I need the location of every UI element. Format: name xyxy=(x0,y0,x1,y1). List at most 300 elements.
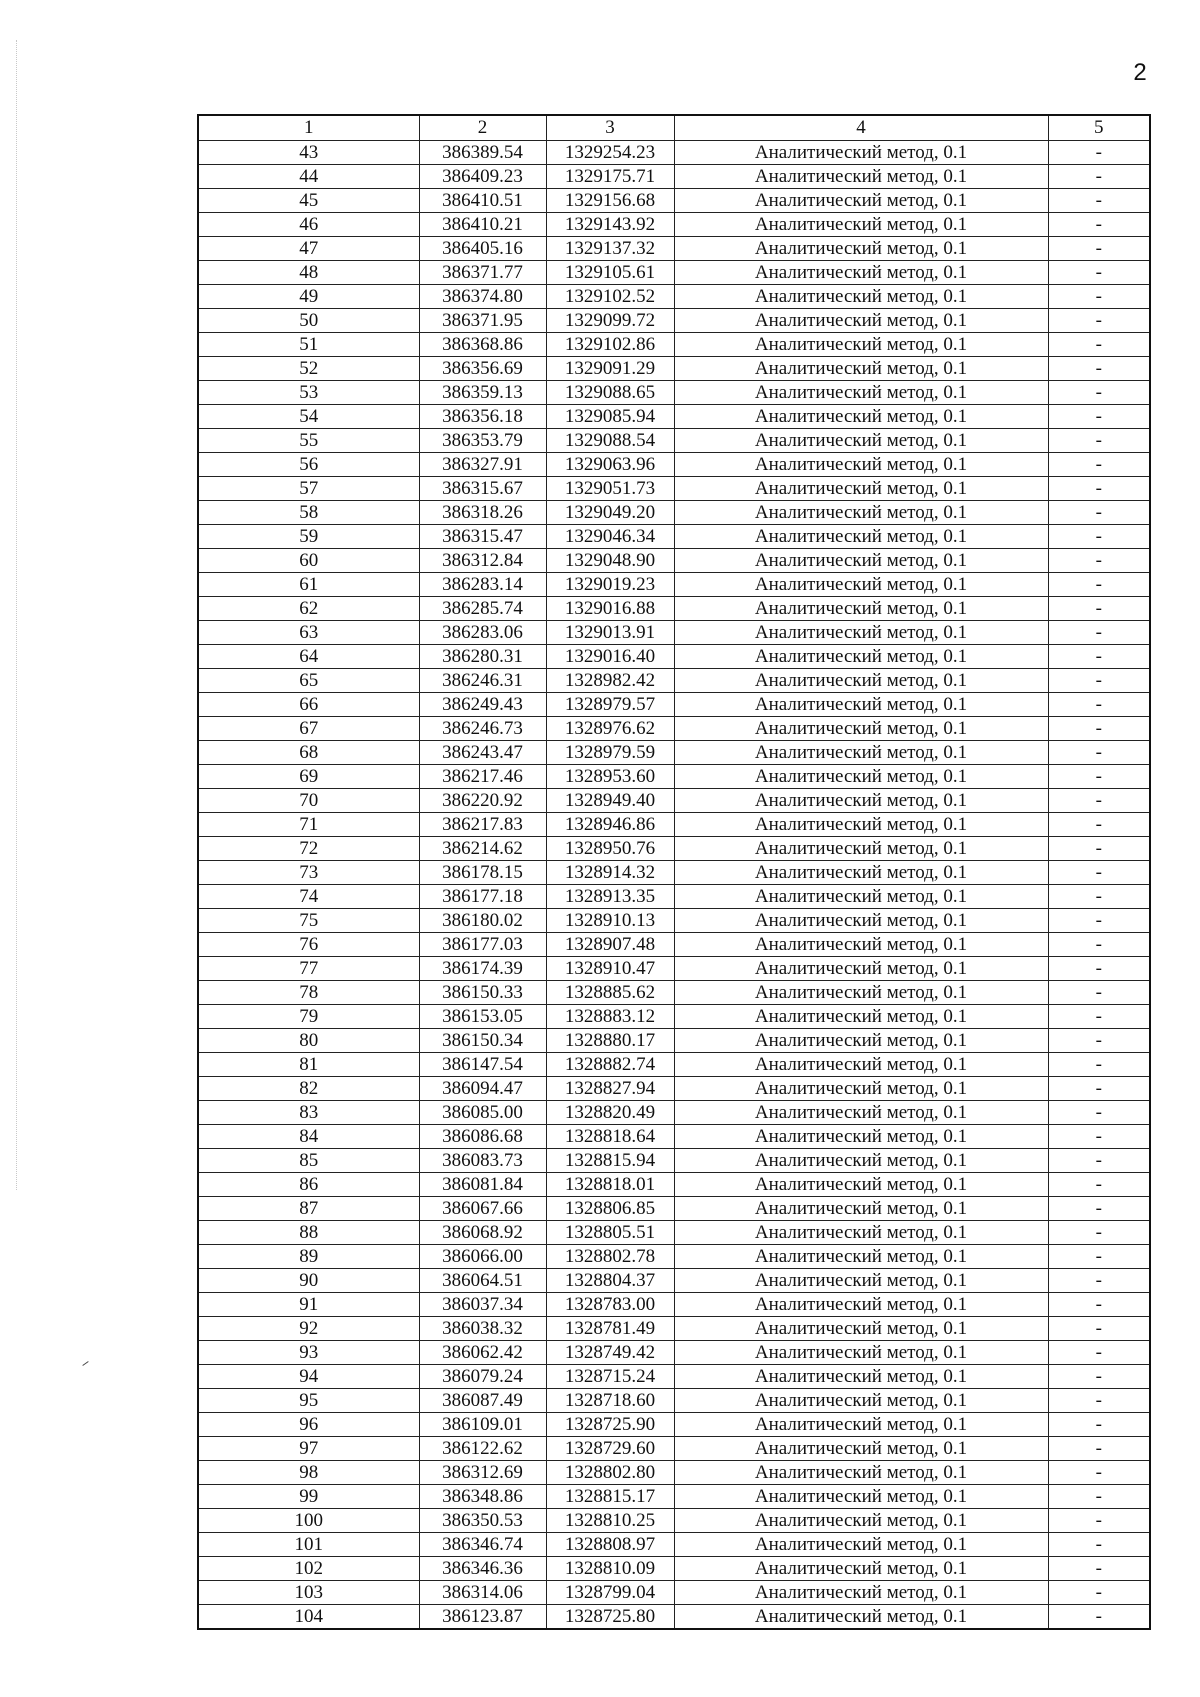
cell-x: 386371.77 xyxy=(419,261,546,285)
cell-point-number: 77 xyxy=(198,957,419,981)
table-row xyxy=(198,501,1150,525)
cell-description: - xyxy=(1048,525,1150,549)
cell-x: 386280.31 xyxy=(419,645,546,669)
cell-y: 1328950.76 xyxy=(546,837,674,861)
cell-description: - xyxy=(1048,1221,1150,1245)
cell-x: 386177.03 xyxy=(419,933,546,957)
scan-margin-line xyxy=(16,40,17,1190)
cell-point-number: 61 xyxy=(198,573,419,597)
table-row xyxy=(198,1197,1150,1221)
cell-description: - xyxy=(1048,789,1150,813)
cell-description: - xyxy=(1048,717,1150,741)
cell-point-number: 103 xyxy=(198,1581,419,1605)
cell-point-number: 78 xyxy=(198,981,419,1005)
cell-description: - xyxy=(1048,237,1150,261)
cell-y: 1329105.61 xyxy=(546,261,674,285)
cell-method: Аналитический метод, 0.1 xyxy=(674,933,1048,957)
cell-x: 386083.73 xyxy=(419,1149,546,1173)
table-row xyxy=(198,1557,1150,1581)
cell-description: - xyxy=(1048,1413,1150,1437)
table-row xyxy=(198,165,1150,189)
table-row xyxy=(198,1533,1150,1557)
cell-y: 1328804.37 xyxy=(546,1269,674,1293)
cell-x: 386318.26 xyxy=(419,501,546,525)
cell-point-number: 62 xyxy=(198,597,419,621)
table-row xyxy=(198,1581,1150,1605)
cell-method: Аналитический метод, 0.1 xyxy=(674,1605,1048,1630)
cell-x: 386374.80 xyxy=(419,285,546,309)
cell-method: Аналитический метод, 0.1 xyxy=(674,477,1048,501)
cell-description: - xyxy=(1048,309,1150,333)
cell-description: - xyxy=(1048,405,1150,429)
table-row xyxy=(198,1005,1150,1029)
cell-method: Аналитический метод, 0.1 xyxy=(674,573,1048,597)
table-row xyxy=(198,1101,1150,1125)
cell-x: 386220.92 xyxy=(419,789,546,813)
cell-method: Аналитический метод, 0.1 xyxy=(674,333,1048,357)
cell-point-number: 71 xyxy=(198,813,419,837)
table-row xyxy=(198,453,1150,477)
cell-description: - xyxy=(1048,1437,1150,1461)
cell-y: 1328914.32 xyxy=(546,861,674,885)
cell-x: 386346.74 xyxy=(419,1533,546,1557)
cell-point-number: 101 xyxy=(198,1533,419,1557)
cell-y: 1328913.35 xyxy=(546,885,674,909)
cell-description: - xyxy=(1048,1389,1150,1413)
cell-description: - xyxy=(1048,1317,1150,1341)
table-row xyxy=(198,1461,1150,1485)
cell-description: - xyxy=(1048,1365,1150,1389)
cell-method: Аналитический метод, 0.1 xyxy=(674,165,1048,189)
cell-x: 386315.47 xyxy=(419,525,546,549)
cell-description: - xyxy=(1048,645,1150,669)
cell-description: - xyxy=(1048,1197,1150,1221)
cell-x: 386315.67 xyxy=(419,477,546,501)
cell-x: 386243.47 xyxy=(419,741,546,765)
cell-method: Аналитический метод, 0.1 xyxy=(674,693,1048,717)
cell-method: Аналитический метод, 0.1 xyxy=(674,1173,1048,1197)
table-row xyxy=(198,1053,1150,1077)
cell-point-number: 60 xyxy=(198,549,419,573)
cell-point-number: 76 xyxy=(198,933,419,957)
cell-y: 1329175.71 xyxy=(546,165,674,189)
cell-point-number: 96 xyxy=(198,1413,419,1437)
cell-point-number: 88 xyxy=(198,1221,419,1245)
cell-description: - xyxy=(1048,357,1150,381)
table-row xyxy=(198,261,1150,285)
table-row xyxy=(198,549,1150,573)
cell-point-number: 54 xyxy=(198,405,419,429)
cell-x: 386081.84 xyxy=(419,1173,546,1197)
cell-y: 1328749.42 xyxy=(546,1341,674,1365)
table-row xyxy=(198,1341,1150,1365)
column-header-x: 2 xyxy=(419,115,546,141)
table-header xyxy=(198,115,1150,141)
table-row xyxy=(198,909,1150,933)
cell-method: Аналитический метод, 0.1 xyxy=(674,1461,1048,1485)
cell-y: 1328810.25 xyxy=(546,1509,674,1533)
table-row xyxy=(198,405,1150,429)
cell-description: - xyxy=(1048,837,1150,861)
cell-method: Аналитический метод, 0.1 xyxy=(674,885,1048,909)
cell-y: 1328820.49 xyxy=(546,1101,674,1125)
cell-y: 1329085.94 xyxy=(546,405,674,429)
cell-x: 386359.13 xyxy=(419,381,546,405)
cell-x: 386246.31 xyxy=(419,669,546,693)
cell-method: Аналитический метод, 0.1 xyxy=(674,669,1048,693)
cell-x: 386150.33 xyxy=(419,981,546,1005)
cell-point-number: 79 xyxy=(198,1005,419,1029)
cell-method: Аналитический метод, 0.1 xyxy=(674,405,1048,429)
cell-description: - xyxy=(1048,477,1150,501)
cell-description: - xyxy=(1048,165,1150,189)
cell-y: 1328802.80 xyxy=(546,1461,674,1485)
cell-y: 1328808.97 xyxy=(546,1533,674,1557)
cell-point-number: 87 xyxy=(198,1197,419,1221)
cell-point-number: 59 xyxy=(198,525,419,549)
cell-method: Аналитический метод, 0.1 xyxy=(674,1125,1048,1149)
table-row xyxy=(198,1173,1150,1197)
cell-method: Аналитический метод, 0.1 xyxy=(674,981,1048,1005)
cell-method: Аналитический метод, 0.1 xyxy=(674,741,1048,765)
cell-x: 386068.92 xyxy=(419,1221,546,1245)
table-row xyxy=(198,1605,1150,1630)
cell-x: 386153.05 xyxy=(419,1005,546,1029)
cell-point-number: 83 xyxy=(198,1101,419,1125)
table-row xyxy=(198,1221,1150,1245)
cell-method: Аналитический метод, 0.1 xyxy=(674,1533,1048,1557)
cell-method: Аналитический метод, 0.1 xyxy=(674,1149,1048,1173)
table-row xyxy=(198,1485,1150,1509)
cell-point-number: 58 xyxy=(198,501,419,525)
cell-x: 386350.53 xyxy=(419,1509,546,1533)
table-row xyxy=(198,789,1150,813)
column-header-description: 5 xyxy=(1048,115,1150,141)
cell-x: 386410.21 xyxy=(419,213,546,237)
cell-x: 386285.74 xyxy=(419,597,546,621)
cell-point-number: 43 xyxy=(198,141,419,165)
cell-method: Аналитический метод, 0.1 xyxy=(674,1557,1048,1581)
cell-point-number: 94 xyxy=(198,1365,419,1389)
cell-y: 1328882.74 xyxy=(546,1053,674,1077)
table-row xyxy=(198,741,1150,765)
cell-description: - xyxy=(1048,1557,1150,1581)
cell-x: 386389.54 xyxy=(419,141,546,165)
table-row xyxy=(198,669,1150,693)
table-row xyxy=(198,1389,1150,1413)
cell-y: 1328715.24 xyxy=(546,1365,674,1389)
table-row xyxy=(198,765,1150,789)
cell-method: Аналитический метод, 0.1 xyxy=(674,1365,1048,1389)
cell-point-number: 70 xyxy=(198,789,419,813)
cell-x: 386312.69 xyxy=(419,1461,546,1485)
cell-point-number: 67 xyxy=(198,717,419,741)
table-row xyxy=(198,837,1150,861)
cell-point-number: 97 xyxy=(198,1437,419,1461)
cell-description: - xyxy=(1048,213,1150,237)
table-row xyxy=(198,477,1150,501)
cell-y: 1329016.88 xyxy=(546,597,674,621)
cell-y: 1328818.01 xyxy=(546,1173,674,1197)
cell-y: 1328799.04 xyxy=(546,1581,674,1605)
cell-x: 386038.32 xyxy=(419,1317,546,1341)
cell-x: 386085.00 xyxy=(419,1101,546,1125)
cell-point-number: 75 xyxy=(198,909,419,933)
cell-y: 1328883.12 xyxy=(546,1005,674,1029)
cell-method: Аналитический метод, 0.1 xyxy=(674,1413,1048,1437)
table-row xyxy=(198,717,1150,741)
cell-description: - xyxy=(1048,765,1150,789)
cell-point-number: 49 xyxy=(198,285,419,309)
cell-x: 386177.18 xyxy=(419,885,546,909)
cell-method: Аналитический метод, 0.1 xyxy=(674,1077,1048,1101)
cell-y: 1328805.51 xyxy=(546,1221,674,1245)
cell-method: Аналитический метод, 0.1 xyxy=(674,1509,1048,1533)
cell-y: 1328880.17 xyxy=(546,1029,674,1053)
cell-description: - xyxy=(1048,453,1150,477)
cell-y: 1329016.40 xyxy=(546,645,674,669)
cell-x: 386066.00 xyxy=(419,1245,546,1269)
cell-method: Аналитический метод, 0.1 xyxy=(674,645,1048,669)
table-row xyxy=(198,1293,1150,1317)
cell-point-number: 68 xyxy=(198,741,419,765)
cell-point-number: 98 xyxy=(198,1461,419,1485)
cell-x: 386037.34 xyxy=(419,1293,546,1317)
table-row xyxy=(198,981,1150,1005)
table-row xyxy=(198,1413,1150,1437)
cell-y: 1328949.40 xyxy=(546,789,674,813)
cell-x: 386356.69 xyxy=(419,357,546,381)
cell-description: - xyxy=(1048,957,1150,981)
table-row xyxy=(198,1029,1150,1053)
cell-point-number: 84 xyxy=(198,1125,419,1149)
cell-description: - xyxy=(1048,573,1150,597)
cell-description: - xyxy=(1048,1509,1150,1533)
table-row xyxy=(198,309,1150,333)
cell-description: - xyxy=(1048,1605,1150,1630)
table-row xyxy=(198,213,1150,237)
table-row xyxy=(198,1269,1150,1293)
cell-method: Аналитический метод, 0.1 xyxy=(674,357,1048,381)
cell-y: 1328907.48 xyxy=(546,933,674,957)
cell-y: 1328979.57 xyxy=(546,693,674,717)
cell-point-number: 102 xyxy=(198,1557,419,1581)
cell-description: - xyxy=(1048,1533,1150,1557)
cell-y: 1328806.85 xyxy=(546,1197,674,1221)
cell-method: Аналитический метод, 0.1 xyxy=(674,1485,1048,1509)
cell-point-number: 56 xyxy=(198,453,419,477)
cell-method: Аналитический метод, 0.1 xyxy=(674,1245,1048,1269)
cell-point-number: 74 xyxy=(198,885,419,909)
cell-description: - xyxy=(1048,261,1150,285)
cell-point-number: 82 xyxy=(198,1077,419,1101)
cell-method: Аналитический метод, 0.1 xyxy=(674,189,1048,213)
cell-point-number: 92 xyxy=(198,1317,419,1341)
cell-point-number: 53 xyxy=(198,381,419,405)
table-row xyxy=(198,885,1150,909)
cell-description: - xyxy=(1048,501,1150,525)
cell-description: - xyxy=(1048,1125,1150,1149)
cell-description: - xyxy=(1048,1245,1150,1269)
cell-method: Аналитический метод, 0.1 xyxy=(674,1293,1048,1317)
cell-method: Аналитический метод, 0.1 xyxy=(674,1101,1048,1125)
cell-method: Аналитический метод, 0.1 xyxy=(674,213,1048,237)
cell-point-number: 72 xyxy=(198,837,419,861)
cell-description: - xyxy=(1048,1341,1150,1365)
cell-description: - xyxy=(1048,885,1150,909)
cell-description: - xyxy=(1048,621,1150,645)
cell-method: Аналитический метод, 0.1 xyxy=(674,237,1048,261)
cell-method: Аналитический метод, 0.1 xyxy=(674,1029,1048,1053)
table-row xyxy=(198,357,1150,381)
cell-method: Аналитический метод, 0.1 xyxy=(674,501,1048,525)
coordinates-table xyxy=(197,114,1151,1630)
cell-y: 1329049.20 xyxy=(546,501,674,525)
cell-description: - xyxy=(1048,1581,1150,1605)
cell-x: 386174.39 xyxy=(419,957,546,981)
cell-y: 1328725.90 xyxy=(546,1413,674,1437)
cell-x: 386147.54 xyxy=(419,1053,546,1077)
cell-method: Аналитический метод, 0.1 xyxy=(674,1389,1048,1413)
cell-y: 1329102.86 xyxy=(546,333,674,357)
cell-point-number: 91 xyxy=(198,1293,419,1317)
cell-x: 386122.62 xyxy=(419,1437,546,1461)
cell-y: 1328810.09 xyxy=(546,1557,674,1581)
cell-description: - xyxy=(1048,693,1150,717)
cell-point-number: 85 xyxy=(198,1149,419,1173)
cell-method: Аналитический метод, 0.1 xyxy=(674,789,1048,813)
cell-description: - xyxy=(1048,1149,1150,1173)
cell-y: 1328815.94 xyxy=(546,1149,674,1173)
cell-y: 1328725.80 xyxy=(546,1605,674,1630)
table-row xyxy=(198,597,1150,621)
cell-y: 1328885.62 xyxy=(546,981,674,1005)
cell-description: - xyxy=(1048,1293,1150,1317)
cell-method: Аналитический метод, 0.1 xyxy=(674,621,1048,645)
cell-method: Аналитический метод, 0.1 xyxy=(674,1581,1048,1605)
cell-point-number: 81 xyxy=(198,1053,419,1077)
cell-y: 1328783.00 xyxy=(546,1293,674,1317)
table-row xyxy=(198,813,1150,837)
cell-point-number: 89 xyxy=(198,1245,419,1269)
column-header-y: 3 xyxy=(546,115,674,141)
table-row xyxy=(198,189,1150,213)
cell-description: - xyxy=(1048,813,1150,837)
cell-method: Аналитический метод, 0.1 xyxy=(674,1005,1048,1029)
cell-y: 1329254.23 xyxy=(546,141,674,165)
cell-description: - xyxy=(1048,549,1150,573)
table-row xyxy=(198,429,1150,453)
cell-description: - xyxy=(1048,381,1150,405)
table-row xyxy=(198,861,1150,885)
cell-description: - xyxy=(1048,1029,1150,1053)
cell-method: Аналитический метод, 0.1 xyxy=(674,957,1048,981)
cell-description: - xyxy=(1048,1269,1150,1293)
cell-description: - xyxy=(1048,861,1150,885)
table-row xyxy=(198,1245,1150,1269)
cell-point-number: 73 xyxy=(198,861,419,885)
cell-method: Аналитический метод, 0.1 xyxy=(674,813,1048,837)
cell-x: 386087.49 xyxy=(419,1389,546,1413)
scan-stray-mark xyxy=(82,1361,88,1366)
cell-y: 1328946.86 xyxy=(546,813,674,837)
cell-y: 1328827.94 xyxy=(546,1077,674,1101)
cell-x: 386368.86 xyxy=(419,333,546,357)
cell-x: 386180.02 xyxy=(419,909,546,933)
cell-point-number: 52 xyxy=(198,357,419,381)
cell-x: 386346.36 xyxy=(419,1557,546,1581)
cell-method: Аналитический метод, 0.1 xyxy=(674,309,1048,333)
cell-method: Аналитический метод, 0.1 xyxy=(674,909,1048,933)
cell-method: Аналитический метод, 0.1 xyxy=(674,717,1048,741)
table-row xyxy=(198,1437,1150,1461)
cell-description: - xyxy=(1048,1461,1150,1485)
cell-description: - xyxy=(1048,741,1150,765)
table-row xyxy=(198,933,1150,957)
cell-x: 386150.34 xyxy=(419,1029,546,1053)
cell-point-number: 104 xyxy=(198,1605,419,1630)
cell-y: 1329019.23 xyxy=(546,573,674,597)
table-row xyxy=(198,621,1150,645)
table-header-row xyxy=(198,115,1150,141)
table-row xyxy=(198,381,1150,405)
cell-x: 386283.14 xyxy=(419,573,546,597)
cell-y: 1328781.49 xyxy=(546,1317,674,1341)
cell-point-number: 46 xyxy=(198,213,419,237)
cell-point-number: 64 xyxy=(198,645,419,669)
cell-method: Аналитический метод, 0.1 xyxy=(674,1341,1048,1365)
table-row xyxy=(198,285,1150,309)
cell-point-number: 80 xyxy=(198,1029,419,1053)
cell-x: 386246.73 xyxy=(419,717,546,741)
cell-method: Аналитический метод, 0.1 xyxy=(674,1053,1048,1077)
column-header-method: 4 xyxy=(674,115,1048,141)
cell-point-number: 69 xyxy=(198,765,419,789)
cell-y: 1329046.34 xyxy=(546,525,674,549)
cell-description: - xyxy=(1048,1485,1150,1509)
cell-y: 1329099.72 xyxy=(546,309,674,333)
table-row xyxy=(198,141,1150,165)
cell-y: 1328910.13 xyxy=(546,909,674,933)
cell-point-number: 44 xyxy=(198,165,419,189)
cell-point-number: 57 xyxy=(198,477,419,501)
cell-y: 1328802.78 xyxy=(546,1245,674,1269)
cell-y: 1328976.62 xyxy=(546,717,674,741)
cell-x: 386348.86 xyxy=(419,1485,546,1509)
cell-y: 1328718.60 xyxy=(546,1389,674,1413)
cell-description: - xyxy=(1048,189,1150,213)
cell-point-number: 66 xyxy=(198,693,419,717)
cell-description: - xyxy=(1048,141,1150,165)
cell-x: 386410.51 xyxy=(419,189,546,213)
cell-description: - xyxy=(1048,1053,1150,1077)
cell-method: Аналитический метод, 0.1 xyxy=(674,285,1048,309)
cell-x: 386062.42 xyxy=(419,1341,546,1365)
cell-method: Аналитический метод, 0.1 xyxy=(674,765,1048,789)
cell-x: 386249.43 xyxy=(419,693,546,717)
cell-y: 1329063.96 xyxy=(546,453,674,477)
cell-y: 1328953.60 xyxy=(546,765,674,789)
column-header-point-number: 1 xyxy=(198,115,419,141)
cell-description: - xyxy=(1048,933,1150,957)
cell-x: 386283.06 xyxy=(419,621,546,645)
cell-y: 1329051.73 xyxy=(546,477,674,501)
cell-y: 1329156.68 xyxy=(546,189,674,213)
cell-y: 1328818.64 xyxy=(546,1125,674,1149)
cell-description: - xyxy=(1048,669,1150,693)
cell-description: - xyxy=(1048,1173,1150,1197)
cell-y: 1329091.29 xyxy=(546,357,674,381)
